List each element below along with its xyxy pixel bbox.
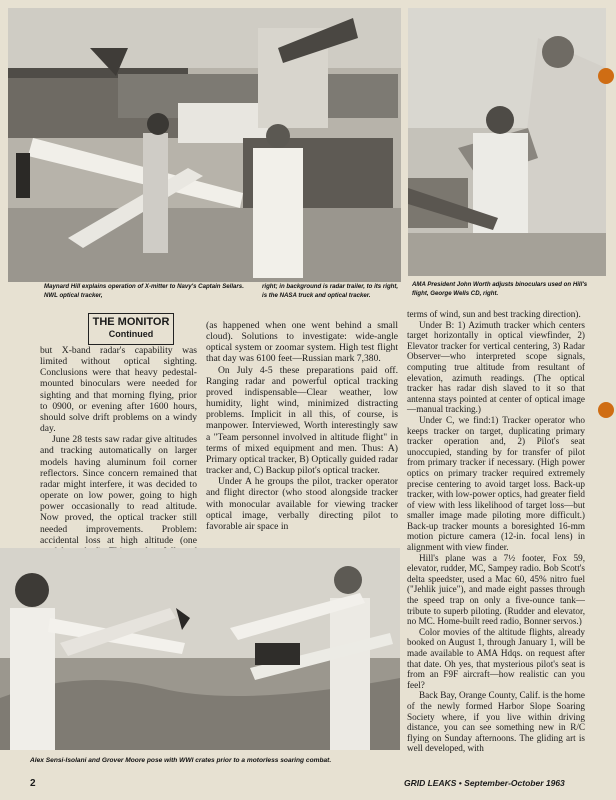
article-paragraph: (as happened when one went behind a small cloud). Solutions to investigate: wide-angle optical system or zoomar system. High test flight that day was 6100 feet—Russian mark 7,380. [206,320,398,365]
footer-line [404,778,565,788]
article-paragraph: terms of wind, sun and best tracking direction). [407,309,581,319]
article-paragraph: On July 4-5 these preparations paid off. Ranging radar and powerful optical tracking proved indispensable—Clear weather, low humidity, light wind, minimized distracting problems. Implicit in all this, of course, is manpower. Interviewed, Worth interestingly saw a "Team personnel involved in altitude flight" in terms of mixed equipment and men. Thus: A) Primary optical tracker, B) Optically guided radar tracker and, C) Backup pilot's optical tracker. [206,364,398,477]
article-column-2 [206,320,398,532]
page-number: 2 [30,778,36,789]
caption-top-middle: right; in background is radar trailer, to its right, is the NASA truck and optical tracker. [262,283,399,299]
magazine-name: GRID LEAKS [404,778,457,788]
binder-hole-top [598,68,614,84]
article-paragraph: Under C, we find:1) Tracker operator who keeps tracker on target, duplicating primary tracker operation and, 2) Pilot's seat unoccupied, standing by for transfer of pilot from primary tracker if necessary. (High power optics on primary tracker required extremely precise centering to avoid target loss. Back-up tracker, with low-power optics, had greater field of view with less likelihood of target loss—but smaller image made piloting more difficult.) Back-up tracker mounts a boresighted 16-mm motion picture camera (12-in. focal lens) in alignment with view finder. [407,414,585,553]
caption-bottom: Alex Sensi-Isolani and Grover Moore pose with WWI crates prior to a motorless soaring combat. [30,757,332,764]
article-paragraph: but X-band radar's capability was limited without optical sighting. Conclusions were that heavy pedestal-mounted binoculars were needed for sighting and that morning flying, prior to 0900, or evening after 1600 hours, should solve drift problems on a windy day. [40,345,197,435]
footer-bullet: • [458,778,462,788]
article-paragraph: Under B: 1) Azimuth tracker which centers target horizontally in optical viewfinder, 2) Elevator tracker for vertical centering, 3) Radar Observer—who interpreted scope signals, computing true altitude from resultant of elevation, azimuth readings. (The optical tracker has radar dish slaved to it so that antenna stays pointed at center of optical image—manual tracking.) [407,319,585,415]
article-column-3 [407,309,585,754]
section-subtitle: Continued [108,329,154,339]
binder-hole-bottom [598,402,614,418]
article-paragraph: Color movies of the altitude flights, already booked on August 1, through January 1, will be made available to AMA Hdqs. on request after that date. Oh yes, that mysterious pilot's seat is from an F9F aircraft—how realistic can you feel? [407,626,585,690]
section-title: THE MONITOR [92,316,170,328]
section-heading-box [88,313,174,345]
caption-top-left: Maynard Hill explains operation of X-mitter to Navy's Captain Sellars. NWL optical tracker, [44,283,244,299]
article-paragraph: June 28 tests saw radar give altitudes and tracking automatically on larger models having aluminum foil corner reflectors. Since concern remained that radar might interfere, it was decided to operate on low power, going to high power occasionally to read altitude. Now proved, the optical tracker still needed improvements. Problem: accidental loss at high altitude (one [40,434,197,546]
caption-top-right: AMA President John Worth adjusts binoculars used on Hill's flight, George Wells CD, right. [412,281,588,297]
article-paragraph: Hill's plane was a 7½ footer, Fox 59, elevator, rudder, MC, Sampey radio. Bob Scott's delta speedster, used a Mac 60, 45% nitro fuel ("Jehlik juice"), and made eight passes through the speed trap on only a five-ounce tank—tribute to superb piloting. (Rudder and elevator, no MC. Home-built reed radio, Bonner servos.) [407,552,586,627]
photo-binocular-adjustment [408,8,606,276]
photo-wwi-gliders [0,548,400,750]
article-paragraph: Under A he groups the pilot, tracker operator and flight director (who stood alongside tracker with monocular available for viewing tracker optical image, verbally directing pilot to favorable air space in [206,476,398,532]
article-paragraph: Back Bay, Orange County, Calif. is the home of the newly formed Harbor Slope Soaring Society where, if you live within driving distance, you can see something new in R/C flying on Sunday afternoons. The gliding art is well developed, with [407,690,585,754]
photo-radar-demonstration [8,8,401,282]
issue-date: September-October 1963 [464,778,565,788]
